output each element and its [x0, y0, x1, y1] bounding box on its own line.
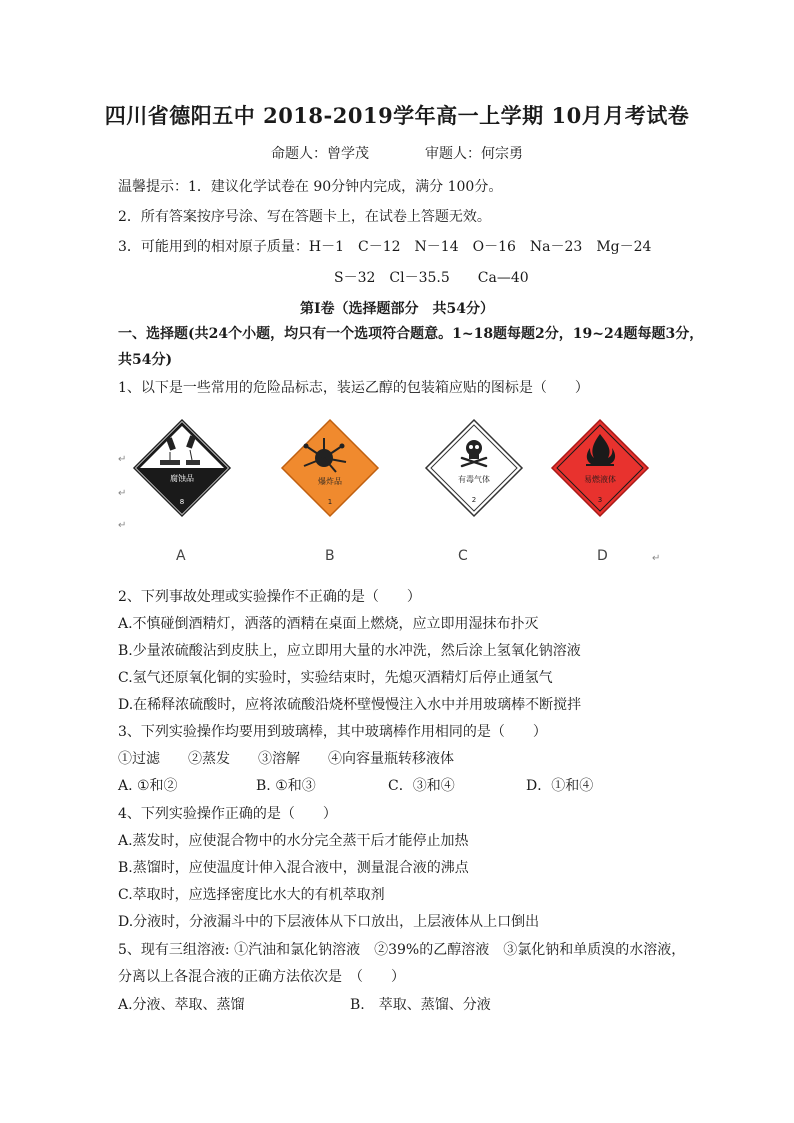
- question-5-stem: 5、现有三组溶液: ①汽油和氯化钠溶液 ②39%的乙醇溶液 ③氯化钠和单质溴的水溶液，: [118, 942, 686, 958]
- question-5-stem-cont: 分离以上各混合液的正确方法依次是 （ ）: [118, 969, 405, 985]
- question-4-option-c: C.萃取时，应选择密度比水大的有机萃取剂: [118, 887, 385, 903]
- paragraph-mark: ↵: [118, 488, 127, 499]
- toxic-gas-sign: [424, 418, 524, 518]
- question-3-option-d: D．①和④: [526, 778, 594, 794]
- hazard-sign-row: [118, 418, 678, 528]
- setter-text: 命题人：曾学茂: [271, 146, 369, 162]
- section-title: 第Ⅰ卷（选择题部分 共54分）: [299, 301, 495, 317]
- question-5-option-b: B. 萃取、蒸馏、分液: [350, 997, 491, 1013]
- sign-b-label: 爆炸品: [318, 477, 342, 486]
- note-line-4: S－32 Cl－35.5 Ca—40: [334, 270, 529, 286]
- question-4-option-b: B.蒸馏时，应使温度计伸入混合液中，测量混合液的沸点: [118, 860, 469, 876]
- sign-letter-c: C: [458, 548, 468, 564]
- question-3-option-b: B. ①和③: [256, 778, 316, 794]
- question-2-option-c: C.氢气还原氧化铜的实验时，实验结束时，先熄灭酒精灯后停止通氢气: [118, 670, 553, 686]
- question-2-option-b: B.少量浓硫酸沾到皮肤上，应立即用大量的水冲洗，然后涂上氢氧化钠溶液: [118, 643, 581, 659]
- question-4-stem: 4、下列实验操作正确的是（ ）: [118, 806, 337, 822]
- explosive-sign: [280, 418, 380, 518]
- section-instruction: 一、选择题(共24个小题，均只有一个选项符合题意。1~18题每题2分，19~24题每题3分，: [118, 326, 704, 342]
- sign-a-class: 8: [179, 498, 185, 506]
- sign-letter-d: D: [597, 548, 608, 564]
- question-1-stem: 1、以下是一些常用的危险品标志，装运乙醇的包装箱应贴的图标是（ ）: [118, 380, 589, 396]
- question-2-option-a: A.不慎碰倒酒精灯，洒落的酒精在桌面上燃烧，应立即用湿抹布扑灭: [118, 616, 539, 632]
- paragraph-mark: ↵: [118, 520, 127, 531]
- sign-letter-a: A: [176, 548, 186, 564]
- question-3-items: ①过滤 ②蒸发 ③溶解 ④向容量瓶转移液体: [118, 751, 454, 767]
- question-2-option-d: D.在稀释浓硫酸时，应将浓硫酸沿烧杯壁慢慢注入水中并用玻璃棒不断搅拌: [118, 697, 582, 713]
- note-line-2: 2．所有答案按序号涂、写在答题卡上，在试卷上答题无效。: [118, 209, 491, 225]
- exam-title: 四川省德阳五中 2018-2019学年高一上学期 10月月考试卷: [104, 103, 690, 128]
- question-4-option-a: A.蒸发时，应使混合物中的水分完全蒸干后才能停止加热: [118, 833, 469, 849]
- note-line-3: 3．可能用到的相对原子质量：H－1 C－12 N－14 O－16 Na－23 Mg－24: [118, 239, 652, 255]
- sign-c-label: 有毒气体: [458, 475, 490, 484]
- question-2-stem: 2、下列事故处理或实验操作不正确的是（ ）: [118, 589, 421, 605]
- author-line: [0, 144, 794, 164]
- sign-c-class: 2: [471, 496, 477, 504]
- question-3-option-a: A. ①和②: [118, 778, 178, 794]
- question-5-option-a: A.分液、萃取、蒸馏: [118, 997, 245, 1013]
- paragraph-mark: ↵: [118, 454, 127, 465]
- section-instruction-cont: 共54分): [118, 352, 173, 368]
- flammable-liquid-sign: [550, 418, 650, 518]
- sign-d-label: 易燃液体: [584, 475, 616, 484]
- sign-d-class: 3: [597, 496, 603, 504]
- paragraph-mark: ↵: [652, 553, 661, 564]
- sign-letter-b: B: [325, 548, 335, 564]
- question-3-option-c: C．③和④: [388, 778, 455, 794]
- question-4-option-d: D.分液时，分液漏斗中的下层液体从下口放出，上层液体从上口倒出: [118, 914, 540, 930]
- question-3-stem: 3、下列实验操作均要用到玻璃棒，其中玻璃棒作用相同的是（ ）: [118, 724, 547, 740]
- sign-b-class: 1: [327, 498, 333, 506]
- note-line-1: 温馨提示：1．建议化学试卷在 90分钟内完成，满分 100分。: [118, 179, 503, 195]
- reviewer-text: 审题人：何宗勇: [425, 146, 523, 162]
- corrosive-sign: [132, 418, 232, 518]
- sign-a-label: 腐蚀品: [170, 474, 194, 483]
